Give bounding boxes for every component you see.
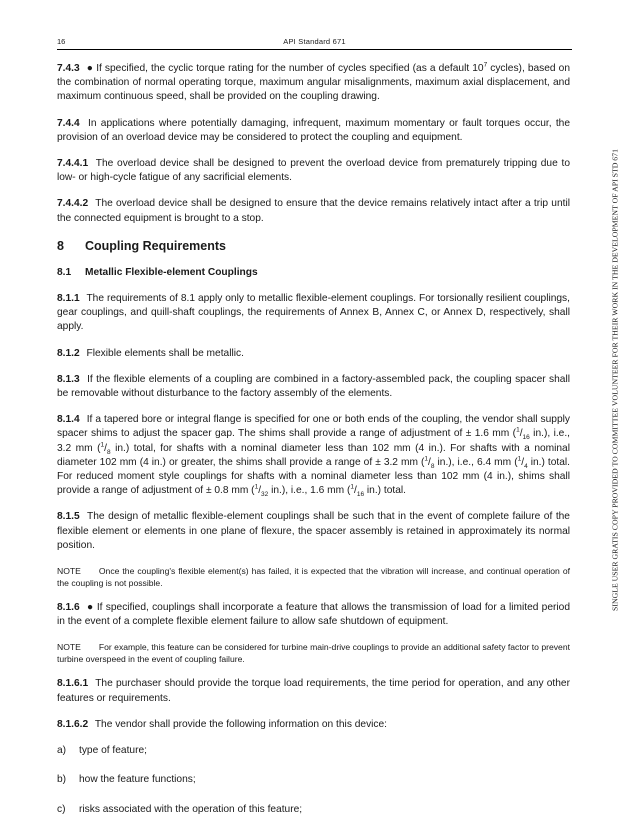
- page-number: 16: [57, 37, 66, 46]
- clause-7-4-4-2: [57, 197, 570, 225]
- clause-text: If the flexible elements of a coupling are combined in a factory-assembled pack, the coupling spacer shall be removable without disturbance to the factory assembly of the elements.: [57, 373, 570, 400]
- clause-number: 8.1.6: [57, 602, 80, 614]
- fraction-denominator: 16: [522, 434, 530, 442]
- clause-number: 8.1.6.2: [57, 718, 89, 730]
- clause-8-1-6-2: [57, 718, 570, 732]
- section-heading-8: [57, 238, 570, 254]
- clause-number: 7.4.4: [57, 117, 80, 129]
- fraction-numerator: 1: [100, 441, 105, 449]
- section-title: Coupling Requirements: [85, 238, 226, 253]
- clause-8-1-6: [57, 601, 570, 629]
- fraction-denominator: 8: [430, 462, 435, 470]
- fraction: $^1/_{32}$: [254, 483, 269, 499]
- watermark-text: SINGLE USER GRATIS COPY PROVIDED TO COMMITTEE VOLUNTEER FOR THEIR WORK IN THE DEVELOPMENT OF API STD 671: [610, 149, 620, 611]
- clause-8-1-1: [57, 292, 570, 335]
- section-number: 8: [57, 238, 64, 253]
- clause-text: The overload device shall be designed to prevent the overload device from prematurely tripping due to low- or high-cycle fatigue of any sacrificial elements.: [57, 158, 570, 184]
- clause-text: in.) total.: [364, 485, 406, 497]
- clause-number: 7.4.4.1: [57, 158, 89, 170]
- clause-8-1-4: [57, 413, 570, 498]
- list-text: risks associated with the operation of this feature;: [79, 803, 303, 815]
- fraction-numerator: 1: [517, 455, 522, 463]
- clause-text: The requirements of 8.1 apply only to metallic flexible-element couplings. For torsionally resilient couplings, gear couplings, and quill-shaft couplings, the requirements of Annex B, Annex C, or Annex D, respectively, shall apply.: [57, 293, 570, 333]
- fraction: $^1/_8$: [100, 441, 111, 456]
- fraction: $^1/_8$: [424, 455, 435, 470]
- clause-text: in.), i.e., 3.2 mm (: [57, 428, 570, 454]
- list-item: [57, 773, 570, 787]
- specified-bullet-icon: ●: [86, 602, 94, 614]
- clause-8-1-3: [57, 373, 570, 401]
- list-letter: a): [57, 745, 67, 757]
- clause-text: The vendor shall provide the following information on this device:: [94, 718, 388, 730]
- fraction-numerator: 1: [424, 455, 429, 463]
- running-title: API Standard 671: [283, 37, 346, 46]
- list-text: type of feature;: [79, 745, 147, 757]
- clause-text: If a tapered bore or integral flange is specified for one or both ends of the coupling, the vendor shall supply spacer shims to adjust the spacer gap. The shims shall provide a range of adjustment of ± 1.6 mm (: [57, 414, 570, 440]
- clause-number: 8.1.3: [57, 373, 80, 385]
- section-heading-8-1: [57, 266, 570, 280]
- fraction-denominator: 16: [356, 491, 365, 499]
- clause-number: 7.4.4.2: [57, 198, 89, 210]
- clause-text: In applications where potentially damaging, infrequent, maximum momentary or fault torques occur, the provision of an overload device may be considered to protect the coupling and equipment.: [57, 117, 570, 143]
- clause-number: 8.1.5: [57, 511, 80, 523]
- fraction-numerator: 1: [254, 483, 259, 491]
- note-label: NOTE: [57, 566, 81, 577]
- clause-text: in.) total, for shafts with a nominal diameter less than 102 mm (4 in.). For shafts with a nominal diameter 102 mm (4 in.) or greater, the shims shall provide a range of ± 3.2 mm (: [57, 442, 570, 468]
- clause-text: The purchaser should provide the torque load requirements, the time period for operation, and any other features or requirements.: [57, 678, 570, 704]
- clause-text: If specified, couplings shall incorporate a feature that allows the transmission of load for a limited period in the event of a complete flexible element failure to allow safe shutdown of equipment.: [57, 602, 570, 628]
- fraction: $^1/_4$: [517, 455, 528, 470]
- fraction-denominator: 8: [106, 448, 111, 456]
- page-header: [57, 35, 572, 50]
- fraction-numerator: 1: [516, 427, 520, 435]
- clause-number: 7.4.3: [57, 63, 80, 74]
- fraction-numerator: 1: [350, 483, 354, 491]
- fraction-denominator: 32: [261, 491, 269, 499]
- clause-8-1-2: [57, 347, 570, 361]
- clause-7-4-3: [57, 62, 570, 105]
- specified-bullet-icon: ●: [86, 63, 94, 74]
- clause-number: 8.1.2: [57, 347, 80, 359]
- note-text: For example, this feature can be considered for turbine main-drive couplings to provide an additional safety factor to prevent turbine overspeed in the event of coupling failure.: [57, 642, 570, 665]
- superscript: 7: [483, 61, 488, 69]
- clause-text: The overload device shall be designed to ensure that the device remains relatively intact after a trip until the connected equipment is brought to a stop.: [57, 198, 570, 224]
- note-text: Once the coupling's flexible element(s) has failed, it is expected that the vibration will increase, and continual operation of the coupling is not possible.: [57, 566, 570, 589]
- list-text: how the feature functions;: [79, 774, 196, 786]
- note-2: [57, 641, 570, 665]
- page-body: [57, 62, 570, 832]
- side-watermark: [603, 80, 627, 680]
- clause-text: If specified, the cyclic torque rating for the number of cycles specified (as a default 10: [96, 63, 484, 74]
- note-label: NOTE: [57, 642, 81, 653]
- clause-text: The design of metallic flexible-element couplings shall be such that in the event of complete failure of the flexible element or elements in one plane of flexure, the spacer assembly is retained in approximately its normal position.: [57, 511, 570, 551]
- clause-8-1-6-1: [57, 677, 570, 705]
- section-title: Metallic Flexible-element Couplings: [85, 266, 258, 278]
- fraction: $^1/_{16}$: [516, 427, 530, 442]
- list-item: [57, 803, 570, 817]
- fraction-denominator: 4: [524, 462, 528, 470]
- clause-number: 8.1.6.1: [57, 678, 89, 690]
- fraction: $^1/_{16}$: [350, 483, 365, 499]
- clause-7-4-4: [57, 117, 570, 145]
- clause-text: in.), i.e., 1.6 mm (: [268, 485, 351, 497]
- section-number: 8.1: [57, 266, 72, 278]
- list-item: [57, 744, 570, 758]
- clause-text: in.) total. For reduced moment style couplings for shafts with a nominal diameter less than 102 mm (4 in.), shims shall provide a range of adjustment of ± 0.8 mm (: [57, 456, 570, 497]
- clause-text: in.), i.e., 6.4 mm (: [434, 456, 518, 468]
- note-1: [57, 565, 570, 589]
- clause-8-1-5: [57, 510, 570, 553]
- clause-number: 8.1.4: [57, 414, 80, 426]
- clause-text: Flexible elements shall be metallic.: [86, 347, 244, 359]
- list-letter: c): [57, 803, 66, 815]
- clause-7-4-4-1: [57, 157, 570, 185]
- clause-text: cycles), based on the combination of normal operating torque, maximum angular misalignments, maximum axial displacement, and maximum continuous speed, shall be provided on the coupling drawing.: [57, 63, 570, 103]
- clause-number: 8.1.1: [57, 293, 80, 305]
- list-letter: b): [57, 774, 67, 786]
